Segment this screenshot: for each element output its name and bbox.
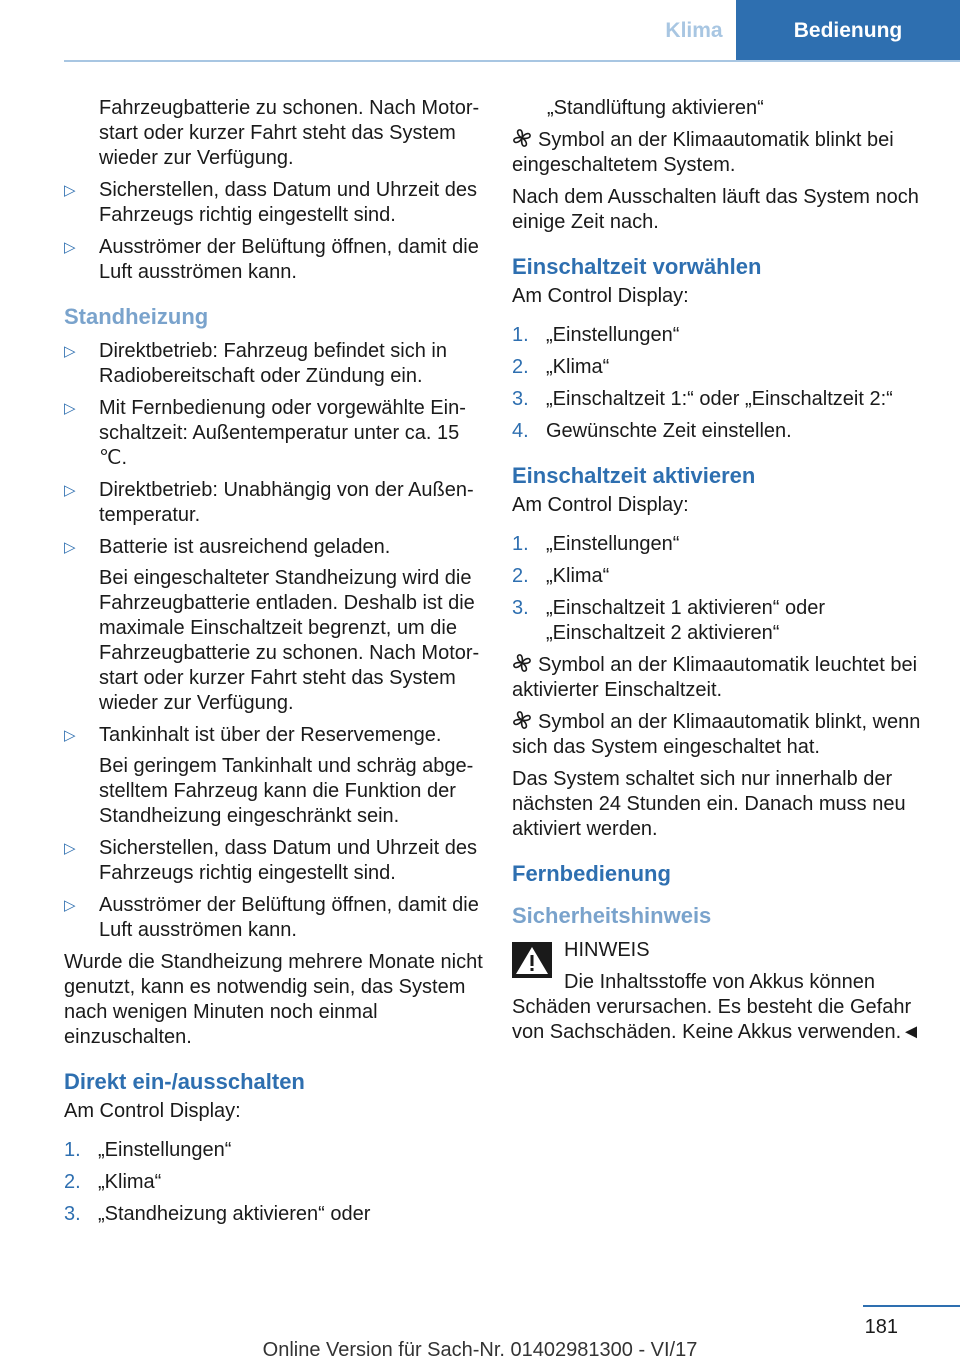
intro-text: Am Control Display: [512,285,689,307]
footer-online-version: Online Version für Sach-Nr. 01402981300 - VI/17 [262,1339,698,1361]
bullet-arrow-icon: ▷ [64,343,76,360]
right-column [512,96,932,1045]
numbered-step: 2. „Klima“ [512,565,610,587]
bullet-item: ▷ Ausströmer der Belüftung öffnen, damit die Luft ausströmen kann. [64,236,479,283]
fan-icon [512,653,532,673]
warning-label: HINWEIS [564,939,650,961]
numbered-step: 1. „Einstellungen“ [64,1139,232,1161]
fan-icon [512,710,532,730]
numbered-step: 2. „Klima“ [512,356,610,378]
bullet-arrow-icon: ▷ [64,727,76,744]
header-rule [64,60,960,62]
footer-rule [863,1305,960,1307]
intro-text: Am Control Display: [512,494,689,516]
bullet-arrow-icon: ▷ [64,239,76,256]
bullet-item: ▷ Tankinhalt ist über der Reservemenge. Bei geringem Tankinhalt und schräg abgestelltem Fahrzeug kann die Funktion der Standheizung eingeschränkt sein. [64,723,484,829]
intro-text: Am Control Display: [64,1100,241,1122]
bullet-item: ▷ Mit Fernbedienung oder vorgewählte Einschaltzeit: Außentemperatur unter ca. 15 ℃. [64,397,466,469]
bullet-item: ▷ Ausströmer der Belüftung öffnen, damit die Luft ausströmen kann. [64,894,479,941]
bullet-arrow-icon: ▷ [64,897,76,914]
bullet-item: ▷ Sicherstellen, dass Datum und Uhrzeit des Fahrzeugs richtig eingestellt sind. [64,179,477,226]
section-heading-aktivieren: Einschaltzeit aktivieren [512,463,756,488]
icon-note: Symbol an der Klimaautomatik leuchtet bei aktivierter Einschaltzeit. [512,654,918,701]
section-heading-standheizung: Standheizung [64,304,209,329]
bullet-subtext: Bei geringem Tankinhalt und schräg abgestelltem Fahrzeug kann die Funktion der Standheizung eingeschränkt sein. [99,755,474,827]
icon-note: Symbol an der Klimaautomatik blinkt, wenn sich das System eingeschaltet hat. [512,711,921,758]
bullet-arrow-icon: ▷ [64,539,76,556]
chapter-tabs [652,0,960,61]
numbered-step: 1. „Einstellungen“ [512,324,680,346]
page-number: 181 [864,1316,898,1338]
numbered-step: 4. Gewünschte Zeit einstellen. [512,420,792,442]
paragraph: Wurde die Standheizung mehrere Monate nicht genutzt, kann es notwendig sein, das System nach wenigen Minuten noch einmal einzuschalten. [64,951,483,1048]
bullet-item: ▷ Direktbetrieb: Fahrzeug befindet sich in Radiobereitschaft oder Zündung ein. [64,340,447,387]
left-column [64,96,484,1234]
numbered-step: 3. „Standheizung aktivieren“ oder [64,1203,371,1225]
warning-triangle-icon [512,942,552,978]
bullet-item: ▷ Batterie ist ausreichend geladen. Bei eingeschalteter Standheizung wird die Fahrzeugbatterie entladen. Deshalb ist die maximale Einschaltzeit begrenzt, um die Fahrzeugbatterie zu schonen. Nach Motorstart oder kurzer Fahrt steht das System wieder zur Verfügung. [64,535,484,716]
numbered-step: 1. „Einstellungen“ [512,533,680,555]
bullet-item: ▷ Direktbetrieb: Unabhängig von der Außentemperatur. [64,479,474,526]
bullet-arrow-icon: ▷ [64,182,76,199]
paragraph: Nach dem Ausschalten läuft das System noch einige Zeit nach. [512,186,919,233]
bullet-arrow-icon: ▷ [64,482,76,499]
tab-klima[interactable]: Klima [652,0,736,61]
bullet-arrow-icon: ▷ [64,840,76,857]
fan-icon [512,128,532,148]
section-heading-sicherheit: Sicherheitshinweis [512,903,712,928]
section-heading-fernbedienung: Fernbedienung [512,861,671,886]
numbered-step: 2. „Klima“ [64,1171,162,1193]
numbered-step: 3. „Einschaltzeit 1 aktivieren“ oder „Einschaltzeit 2 aktivieren“ [512,597,826,644]
bullet-arrow-icon: ▷ [64,400,76,417]
icon-note: Symbol an der Klimaautomatik blinkt bei eingeschaltetem System. [512,129,894,176]
warning-block [512,938,932,1045]
bullet-item: ▷ Sicherstellen, dass Datum und Uhrzeit des Fahrzeugs richtig eingestellt sind. [64,837,477,884]
continued-text: Fahrzeugbatterie zu schonen. Nach Motorstart oder kurzer Fahrt steht das System wieder zur Verfügung. [99,97,480,169]
bullet-subtext: Bei eingeschalteter Standheizung wird die Fahrzeugbatterie entladen. Deshalb ist die maximale Einschaltzeit begrenzt, um die Fahrzeugbatterie zu schonen. Nach Motorstart oder kurzer Fahrt steht das System wieder zur Verfügung. [99,567,480,714]
continued-step: „Standlüftung aktivieren“ [547,97,764,119]
warning-text-first-line: Die Inhaltsstoffe von Akkus können Schäden verursachen. Es besteht die Gefahr von Sachschäden. Keine Akkus verwenden.◄ [512,971,921,1043]
paragraph: Das System schaltet sich nur innerhalb der nächsten 24 Stunden ein. Danach muss neu aktiviert werden. [512,768,906,840]
section-heading-vorwaehlen: Einschaltzeit vorwählen [512,254,762,279]
tab-bedienung[interactable]: Bedienung [736,0,960,61]
section-heading-direkt: Direkt ein-/ausschalten [64,1069,305,1094]
numbered-step: 3. „Einschaltzeit 1:“ oder „Einschaltzeit 2:“ [512,388,893,410]
